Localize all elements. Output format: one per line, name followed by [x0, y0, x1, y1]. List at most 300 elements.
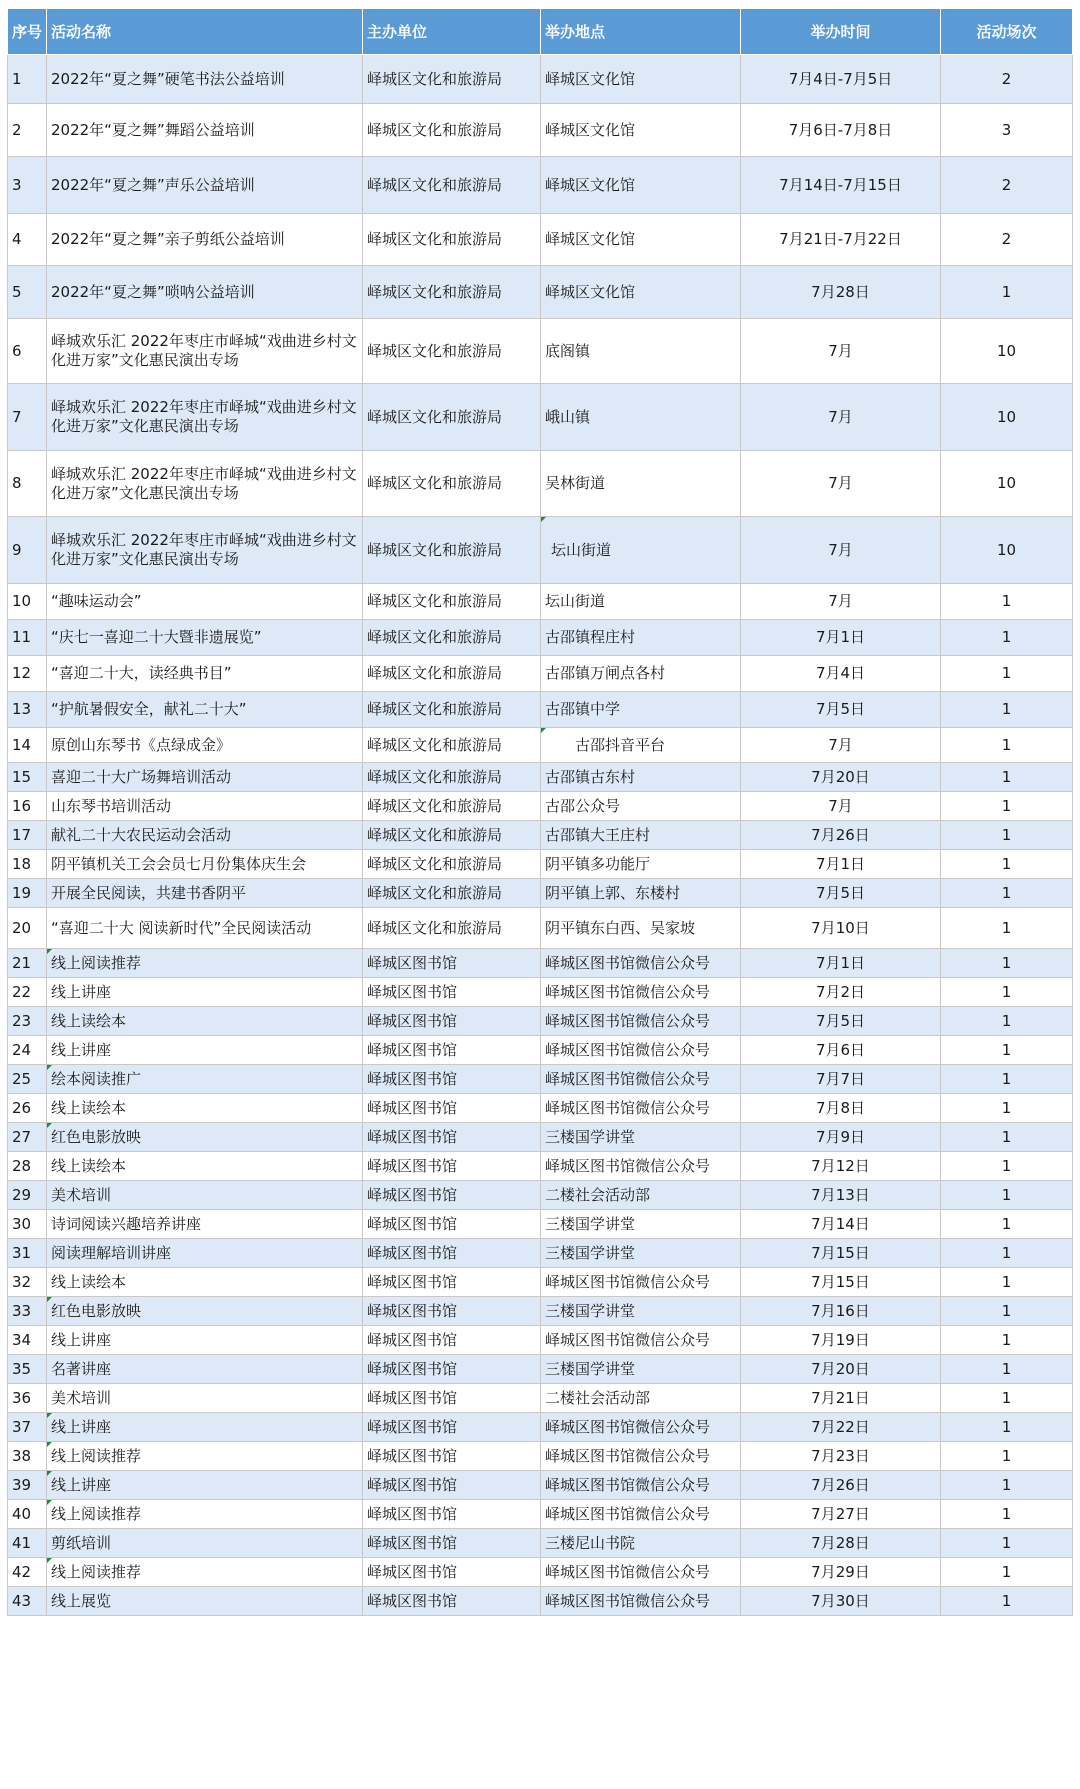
organizer-cell: 峄城区图书馆 [363, 1036, 541, 1065]
activity-name-cell: 线上读绘本 [47, 1152, 363, 1181]
table-row [8, 1239, 1073, 1268]
venue-cell: 峄城区图书馆微信公众号 [541, 949, 741, 978]
organizer-cell: 峄城区图书馆 [363, 1123, 541, 1152]
table-row [8, 157, 1073, 214]
time-cell: 7月14日-7月15日 [741, 157, 941, 214]
venue-cell: 三楼国学讲堂 [541, 1210, 741, 1239]
sessions-cell: 1 [941, 879, 1073, 908]
table-row [8, 949, 1073, 978]
table-row [8, 266, 1073, 319]
activity-name-cell: 绘本阅读推广 [47, 1065, 363, 1094]
sessions-cell: 1 [941, 728, 1073, 763]
sessions-cell: 1 [941, 1036, 1073, 1065]
organizer-cell: 峄城区图书馆 [363, 1529, 541, 1558]
venue-cell: 峄城区图书馆微信公众号 [541, 978, 741, 1007]
sessions-cell: 2 [941, 55, 1073, 104]
time-cell: 7月23日 [741, 1442, 941, 1471]
organizer-cell: 峄城区图书馆 [363, 1558, 541, 1587]
activity-name-cell: 峄城欢乐汇 2022年枣庄市峄城“戏曲进乡村文化进万家”文化惠民演出专场 [47, 517, 363, 584]
venue-cell: 古邵镇中学 [541, 692, 741, 728]
sessions-cell: 1 [941, 1355, 1073, 1384]
time-cell: 7月28日 [741, 1529, 941, 1558]
activity-name-cell: 2022年“夏之舞”声乐公益培训 [47, 157, 363, 214]
row-index-cell: 10 [8, 584, 47, 620]
row-index-cell: 32 [8, 1268, 47, 1297]
organizer-cell: 峄城区文化和旅游局 [363, 584, 541, 620]
venue-cell: 峄城区图书馆微信公众号 [541, 1094, 741, 1123]
table-row [8, 1355, 1073, 1384]
time-cell: 7月16日 [741, 1297, 941, 1326]
sessions-cell: 1 [941, 1152, 1073, 1181]
activity-table [7, 8, 1073, 1616]
time-cell: 7月 [741, 792, 941, 821]
row-index-cell: 37 [8, 1413, 47, 1442]
activity-name-cell: 线上读绘本 [47, 1094, 363, 1123]
row-index-cell: 1 [8, 55, 47, 104]
activity-name-cell: 线上阅读推荐 [47, 1500, 363, 1529]
sessions-cell: 1 [941, 1500, 1073, 1529]
organizer-cell: 峄城区文化和旅游局 [363, 728, 541, 763]
organizer-cell: 峄城区图书馆 [363, 1471, 541, 1500]
table-row [8, 1036, 1073, 1065]
time-cell: 7月1日 [741, 949, 941, 978]
time-cell: 7月30日 [741, 1587, 941, 1616]
sessions-cell: 1 [941, 821, 1073, 850]
venue-cell: 峄城区图书馆微信公众号 [541, 1558, 741, 1587]
sessions-cell: 1 [941, 1123, 1073, 1152]
table-row [8, 319, 1073, 384]
organizer-cell: 峄城区图书馆 [363, 1210, 541, 1239]
sessions-cell: 1 [941, 1268, 1073, 1297]
sessions-cell: 1 [941, 978, 1073, 1007]
time-cell: 7月1日 [741, 850, 941, 879]
table-row [8, 1268, 1073, 1297]
time-cell: 7月5日 [741, 1007, 941, 1036]
organizer-cell: 峄城区文化和旅游局 [363, 104, 541, 157]
organizer-cell: 峄城区图书馆 [363, 1181, 541, 1210]
row-index-cell: 31 [8, 1239, 47, 1268]
sessions-cell: 1 [941, 656, 1073, 692]
row-index-cell: 40 [8, 1500, 47, 1529]
sessions-cell: 3 [941, 104, 1073, 157]
organizer-cell: 峄城区图书馆 [363, 978, 541, 1007]
activity-name-cell: 剪纸培训 [47, 1529, 363, 1558]
table-row [8, 1326, 1073, 1355]
row-index-cell: 23 [8, 1007, 47, 1036]
organizer-cell: 峄城区文化和旅游局 [363, 656, 541, 692]
organizer-cell: 峄城区图书馆 [363, 1355, 541, 1384]
venue-cell: 阴平镇东白西、吴家坡 [541, 908, 741, 949]
venue-cell: 峄城区文化馆 [541, 157, 741, 214]
venue-cell: 峄城区文化馆 [541, 266, 741, 319]
activity-name-cell: “喜迎二十大，读经典书目” [47, 656, 363, 692]
time-cell: 7月5日 [741, 692, 941, 728]
row-index-cell: 20 [8, 908, 47, 949]
sessions-cell: 1 [941, 1558, 1073, 1587]
sessions-cell: 10 [941, 384, 1073, 451]
sessions-cell: 1 [941, 620, 1073, 656]
table-row [8, 1094, 1073, 1123]
row-index-cell: 9 [8, 517, 47, 584]
header-time: 举办时间 [741, 9, 941, 55]
table-row [8, 451, 1073, 517]
venue-cell: 二楼社会活动部 [541, 1384, 741, 1413]
organizer-cell: 峄城区文化和旅游局 [363, 620, 541, 656]
organizer-cell: 峄城区图书馆 [363, 1297, 541, 1326]
venue-cell: 三楼国学讲堂 [541, 1239, 741, 1268]
table-row [8, 978, 1073, 1007]
activity-name-cell: 线上讲座 [47, 1036, 363, 1065]
table-row [8, 1181, 1073, 1210]
activity-name-cell: 喜迎二十大广场舞培训活动 [47, 763, 363, 792]
table-row [8, 656, 1073, 692]
time-cell: 7月26日 [741, 821, 941, 850]
table-row [8, 763, 1073, 792]
time-cell: 7月 [741, 319, 941, 384]
row-index-cell: 33 [8, 1297, 47, 1326]
activity-name-cell: 线上讲座 [47, 1413, 363, 1442]
activity-name-cell: 峄城欢乐汇 2022年枣庄市峄城“戏曲进乡村文化进万家”文化惠民演出专场 [47, 319, 363, 384]
sessions-cell: 1 [941, 1587, 1073, 1616]
venue-cell: 古邵镇大王庄村 [541, 821, 741, 850]
time-cell: 7月13日 [741, 1181, 941, 1210]
sessions-cell: 1 [941, 692, 1073, 728]
table-row [8, 1471, 1073, 1500]
time-cell: 7月12日 [741, 1152, 941, 1181]
venue-cell: 三楼国学讲堂 [541, 1355, 741, 1384]
row-index-cell: 36 [8, 1384, 47, 1413]
sessions-cell: 1 [941, 1065, 1073, 1094]
venue-cell: 峨山镇 [541, 384, 741, 451]
table-row [8, 879, 1073, 908]
table-row [8, 821, 1073, 850]
time-cell: 7月27日 [741, 1500, 941, 1529]
venue-cell: 峄城区图书馆微信公众号 [541, 1471, 741, 1500]
activity-name-cell: 峄城欢乐汇 2022年枣庄市峄城“戏曲进乡村文化进万家”文化惠民演出专场 [47, 451, 363, 517]
organizer-cell: 峄城区图书馆 [363, 1442, 541, 1471]
table-row [8, 1007, 1073, 1036]
row-index-cell: 24 [8, 1036, 47, 1065]
organizer-cell: 峄城区图书馆 [363, 1239, 541, 1268]
organizer-cell: 峄城区文化和旅游局 [363, 792, 541, 821]
organizer-cell: 峄城区图书馆 [363, 1384, 541, 1413]
row-index-cell: 22 [8, 978, 47, 1007]
time-cell: 7月 [741, 517, 941, 584]
sessions-cell: 1 [941, 1239, 1073, 1268]
time-cell: 7月8日 [741, 1094, 941, 1123]
organizer-cell: 峄城区文化和旅游局 [363, 214, 541, 266]
activity-name-cell: 峄城欢乐汇 2022年枣庄市峄城“戏曲进乡村文化进万家”文化惠民演出专场 [47, 384, 363, 451]
table-row [8, 692, 1073, 728]
activity-name-cell: 线上讲座 [47, 978, 363, 1007]
activity-name-cell: 线上阅读推荐 [47, 1558, 363, 1587]
sessions-cell: 1 [941, 1471, 1073, 1500]
table-row [8, 1587, 1073, 1616]
time-cell: 7月29日 [741, 1558, 941, 1587]
table-row [8, 1152, 1073, 1181]
activity-name-cell: 美术培训 [47, 1384, 363, 1413]
sessions-cell: 1 [941, 908, 1073, 949]
venue-cell: 峄城区文化馆 [541, 104, 741, 157]
row-index-cell: 18 [8, 850, 47, 879]
time-cell: 7月 [741, 384, 941, 451]
header-sessions: 活动场次 [941, 9, 1073, 55]
activity-name-cell: 献礼二十大农民运动会活动 [47, 821, 363, 850]
table-body [8, 55, 1073, 1616]
time-cell: 7月20日 [741, 763, 941, 792]
venue-cell: 坛山街道 [541, 517, 741, 584]
time-cell: 7月6日-7月8日 [741, 104, 941, 157]
time-cell: 7月22日 [741, 1413, 941, 1442]
row-index-cell: 19 [8, 879, 47, 908]
venue-cell: 峄城区图书馆微信公众号 [541, 1065, 741, 1094]
time-cell: 7月 [741, 728, 941, 763]
activity-name-cell: 线上讲座 [47, 1326, 363, 1355]
time-cell: 7月26日 [741, 1471, 941, 1500]
organizer-cell: 峄城区图书馆 [363, 949, 541, 978]
row-index-cell: 7 [8, 384, 47, 451]
venue-cell: 坛山街道 [541, 584, 741, 620]
row-index-cell: 43 [8, 1587, 47, 1616]
venue-cell: 峄城区图书馆微信公众号 [541, 1036, 741, 1065]
organizer-cell: 峄城区文化和旅游局 [363, 384, 541, 451]
organizer-cell: 峄城区图书馆 [363, 1007, 541, 1036]
time-cell: 7月5日 [741, 879, 941, 908]
organizer-cell: 峄城区文化和旅游局 [363, 266, 541, 319]
organizer-cell: 峄城区文化和旅游局 [363, 821, 541, 850]
row-index-cell: 15 [8, 763, 47, 792]
activity-name-cell: 线上阅读推荐 [47, 1442, 363, 1471]
header-venue: 举办地点 [541, 9, 741, 55]
row-index-cell: 30 [8, 1210, 47, 1239]
organizer-cell: 峄城区图书馆 [363, 1500, 541, 1529]
activity-name-cell: 美术培训 [47, 1181, 363, 1210]
activity-name-cell: 山东琴书培训活动 [47, 792, 363, 821]
organizer-cell: 峄城区文化和旅游局 [363, 157, 541, 214]
header-activity-name: 活动名称 [47, 9, 363, 55]
table-row [8, 55, 1073, 104]
venue-cell: 三楼尼山书院 [541, 1529, 741, 1558]
venue-cell: 峄城区图书馆微信公众号 [541, 1007, 741, 1036]
organizer-cell: 峄城区文化和旅游局 [363, 319, 541, 384]
sessions-cell: 10 [941, 517, 1073, 584]
row-index-cell: 12 [8, 656, 47, 692]
time-cell: 7月15日 [741, 1239, 941, 1268]
row-index-cell: 8 [8, 451, 47, 517]
row-index-cell: 11 [8, 620, 47, 656]
organizer-cell: 峄城区文化和旅游局 [363, 517, 541, 584]
row-index-cell: 14 [8, 728, 47, 763]
sessions-cell: 1 [941, 1326, 1073, 1355]
time-cell: 7月2日 [741, 978, 941, 1007]
sessions-cell: 1 [941, 266, 1073, 319]
table-row [8, 214, 1073, 266]
header-organizer: 主办单位 [363, 9, 541, 55]
sessions-cell: 1 [941, 1297, 1073, 1326]
venue-cell: 峄城区文化馆 [541, 55, 741, 104]
activity-name-cell: “趣味运动会” [47, 584, 363, 620]
row-index-cell: 25 [8, 1065, 47, 1094]
table-row [8, 584, 1073, 620]
activity-name-cell: “庆七一喜迎二十大暨非遗展览” [47, 620, 363, 656]
sessions-cell: 10 [941, 319, 1073, 384]
venue-cell: 吴林街道 [541, 451, 741, 517]
activity-name-cell: 开展全民阅读，共建书香阴平 [47, 879, 363, 908]
activity-name-cell: 2022年“夏之舞”舞蹈公益培训 [47, 104, 363, 157]
activity-name-cell: 原创山东琴书《点绿成金》 [47, 728, 363, 763]
row-index-cell: 41 [8, 1529, 47, 1558]
activity-name-cell: 线上讲座 [47, 1471, 363, 1500]
row-index-cell: 26 [8, 1094, 47, 1123]
time-cell: 7月7日 [741, 1065, 941, 1094]
activity-name-cell: 红色电影放映 [47, 1123, 363, 1152]
sessions-cell: 1 [941, 1384, 1073, 1413]
sessions-cell: 2 [941, 157, 1073, 214]
time-cell: 7月19日 [741, 1326, 941, 1355]
activity-name-cell: 2022年“夏之舞”唢呐公益培训 [47, 266, 363, 319]
table-row [8, 1065, 1073, 1094]
table-row [8, 517, 1073, 584]
sessions-cell: 1 [941, 1007, 1073, 1036]
row-index-cell: 5 [8, 266, 47, 319]
activity-table-container [7, 8, 1072, 1616]
table-row [8, 1500, 1073, 1529]
organizer-cell: 峄城区图书馆 [363, 1413, 541, 1442]
time-cell: 7月1日 [741, 620, 941, 656]
sessions-cell: 1 [941, 584, 1073, 620]
sessions-cell: 1 [941, 949, 1073, 978]
organizer-cell: 峄城区图书馆 [363, 1268, 541, 1297]
sessions-cell: 2 [941, 214, 1073, 266]
venue-cell: 古邵镇万闸点各村 [541, 656, 741, 692]
activity-name-cell: 线上读绘本 [47, 1007, 363, 1036]
table-row [8, 1123, 1073, 1152]
organizer-cell: 峄城区文化和旅游局 [363, 879, 541, 908]
sessions-cell: 10 [941, 451, 1073, 517]
time-cell: 7月28日 [741, 266, 941, 319]
row-index-cell: 28 [8, 1152, 47, 1181]
organizer-cell: 峄城区文化和旅游局 [363, 55, 541, 104]
venue-cell: 峄城区图书馆微信公众号 [541, 1268, 741, 1297]
sessions-cell: 1 [941, 1442, 1073, 1471]
table-row [8, 1529, 1073, 1558]
activity-name-cell: 2022年“夏之舞”硬笔书法公益培训 [47, 55, 363, 104]
activity-name-cell: “护航暑假安全，献礼二十大” [47, 692, 363, 728]
table-row [8, 1413, 1073, 1442]
header-row [8, 9, 1073, 55]
organizer-cell: 峄城区文化和旅游局 [363, 451, 541, 517]
table-row [8, 1210, 1073, 1239]
activity-name-cell: 线上展览 [47, 1587, 363, 1616]
table-header [8, 9, 1073, 55]
venue-cell: 三楼国学讲堂 [541, 1123, 741, 1152]
table-row [8, 620, 1073, 656]
sessions-cell: 1 [941, 1210, 1073, 1239]
table-row [8, 384, 1073, 451]
organizer-cell: 峄城区文化和旅游局 [363, 908, 541, 949]
time-cell: 7月4日-7月5日 [741, 55, 941, 104]
header-index: 序号 [8, 9, 47, 55]
row-index-cell: 17 [8, 821, 47, 850]
venue-cell: 峄城区图书馆微信公众号 [541, 1442, 741, 1471]
table-row [8, 1558, 1073, 1587]
time-cell: 7月15日 [741, 1268, 941, 1297]
row-index-cell: 42 [8, 1558, 47, 1587]
time-cell: 7月 [741, 584, 941, 620]
table-row [8, 1442, 1073, 1471]
time-cell: 7月9日 [741, 1123, 941, 1152]
sessions-cell: 1 [941, 850, 1073, 879]
table-row [8, 908, 1073, 949]
row-index-cell: 38 [8, 1442, 47, 1471]
row-index-cell: 39 [8, 1471, 47, 1500]
venue-cell: 峄城区文化馆 [541, 214, 741, 266]
sessions-cell: 1 [941, 1094, 1073, 1123]
venue-cell: 阴平镇上郭、东楼村 [541, 879, 741, 908]
activity-name-cell: 阴平镇机关工会会员七月份集体庆生会 [47, 850, 363, 879]
venue-cell: 底阁镇 [541, 319, 741, 384]
organizer-cell: 峄城区图书馆 [363, 1065, 541, 1094]
activity-name-cell: 线上读绘本 [47, 1268, 363, 1297]
activity-name-cell: 阅读理解培训讲座 [47, 1239, 363, 1268]
row-index-cell: 3 [8, 157, 47, 214]
row-index-cell: 35 [8, 1355, 47, 1384]
time-cell: 7月6日 [741, 1036, 941, 1065]
organizer-cell: 峄城区图书馆 [363, 1326, 541, 1355]
venue-cell: 古邵公众号 [541, 792, 741, 821]
activity-name-cell: 红色电影放映 [47, 1297, 363, 1326]
venue-cell: 峄城区图书馆微信公众号 [541, 1413, 741, 1442]
venue-cell: 阴平镇多功能厅 [541, 850, 741, 879]
time-cell: 7月14日 [741, 1210, 941, 1239]
row-index-cell: 29 [8, 1181, 47, 1210]
time-cell: 7月21日-7月22日 [741, 214, 941, 266]
time-cell: 7月10日 [741, 908, 941, 949]
venue-cell: 古邵镇古东村 [541, 763, 741, 792]
row-index-cell: 21 [8, 949, 47, 978]
time-cell: 7月20日 [741, 1355, 941, 1384]
sessions-cell: 1 [941, 1181, 1073, 1210]
venue-cell: 峄城区图书馆微信公众号 [541, 1500, 741, 1529]
organizer-cell: 峄城区图书馆 [363, 1094, 541, 1123]
venue-cell: 古邵镇程庄村 [541, 620, 741, 656]
table-row [8, 1297, 1073, 1326]
row-index-cell: 6 [8, 319, 47, 384]
venue-cell: 峄城区图书馆微信公众号 [541, 1587, 741, 1616]
organizer-cell: 峄城区文化和旅游局 [363, 850, 541, 879]
row-index-cell: 4 [8, 214, 47, 266]
organizer-cell: 峄城区图书馆 [363, 1152, 541, 1181]
table-row [8, 792, 1073, 821]
venue-cell: 峄城区图书馆微信公众号 [541, 1152, 741, 1181]
organizer-cell: 峄城区文化和旅游局 [363, 692, 541, 728]
row-index-cell: 27 [8, 1123, 47, 1152]
activity-name-cell: 线上阅读推荐 [47, 949, 363, 978]
activity-name-cell: “喜迎二十大 阅读新时代”全民阅读活动 [47, 908, 363, 949]
row-index-cell: 13 [8, 692, 47, 728]
row-index-cell: 2 [8, 104, 47, 157]
table-row [8, 104, 1073, 157]
sessions-cell: 1 [941, 792, 1073, 821]
sessions-cell: 1 [941, 1529, 1073, 1558]
table-row [8, 1384, 1073, 1413]
row-index-cell: 34 [8, 1326, 47, 1355]
row-index-cell: 16 [8, 792, 47, 821]
organizer-cell: 峄城区文化和旅游局 [363, 763, 541, 792]
table-row [8, 850, 1073, 879]
activity-name-cell: 名著讲座 [47, 1355, 363, 1384]
venue-cell: 三楼国学讲堂 [541, 1297, 741, 1326]
